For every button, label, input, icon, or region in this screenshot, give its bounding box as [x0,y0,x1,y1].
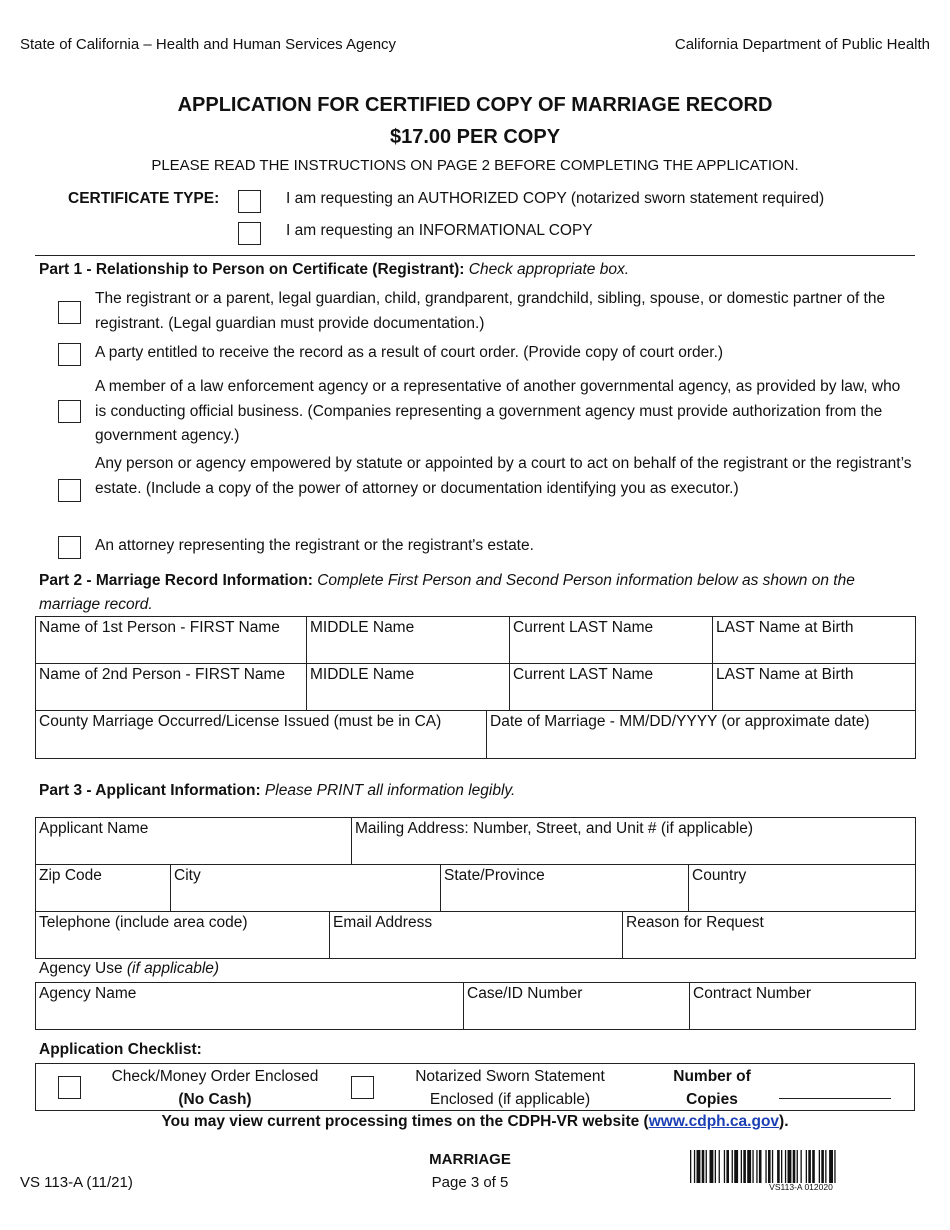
part3-heading [39,782,515,800]
first-person-middle-name-field[interactable]: MIDDLE Name [307,617,510,664]
mailing-address-field[interactable]: Mailing Address: Number, Street, and Unit # (if applicable) [352,818,916,865]
sworn-statement-note: Enclosed (if applicable) [429,1091,591,1108]
cdph-website-link[interactable]: www.cdph.ca.gov [648,1113,780,1130]
applicant-table-row1 [35,817,916,865]
case-id-field[interactable]: Case/ID Number [464,983,690,1030]
relationship-attorney-checkbox[interactable] [58,536,81,559]
payment-enclosed-checkbox[interactable] [58,1076,81,1099]
relationship-law-enforcement-label: A member of a law enforcement agency or a representative of another governmental agency, as provided by law, who is conducting official business. (Companies representing a government agency must provide authorization from the government agency.) [95,378,901,444]
header-department: California Department of Public Health [674,36,930,53]
relationship-empowered-agent-checkbox[interactable] [58,479,81,502]
sworn-statement-label [390,1065,630,1111]
contract-number-field[interactable]: Contract Number [690,983,916,1030]
country-field[interactable]: Country [689,865,916,912]
marriage-date-field[interactable]: Date of Marriage - MM/DD/YYYY (or approximate date) [487,711,916,759]
authorized-copy-label: I am requesting an AUTHORIZED COPY (notarized sworn statement required) [286,190,825,207]
first-person-current-last-name-field[interactable]: Current LAST Name [510,617,713,664]
informational-copy-checkbox[interactable] [238,222,261,245]
instructions-note: PLEASE READ THE INSTRUCTIONS ON PAGE 2 BEFORE COMPLETING THE APPLICATION. [151,157,799,174]
relationship-registrant-family-label: The registrant or a parent, legal guardian, child, grandparent, grandchild, sibling, spouse, or domestic partner of the registrant. (Legal guardian must provide documentation.) [95,290,886,332]
applicant-table-row3 [35,911,916,959]
footer-page-number: Page 3 of 5 [431,1174,509,1191]
telephone-field[interactable]: Telephone (include area code) [36,912,330,959]
relationship-law-enforcement-checkbox[interactable] [58,400,81,423]
reason-for-request-field[interactable]: Reason for Request [623,912,916,959]
relationship-empowered-agent-label: Any person or agency empowered by statute or appointed by a court to act on behalf of the registrant or the registrant’s estate. (Include a copy of the power of attorney or documentation identifying you as executor.) [95,455,912,497]
barcode-caption: VS113-A 012020 [769,1182,833,1192]
payment-enclosed-text: Check/Money Order Enclosed [111,1068,319,1085]
second-person-middle-name-field[interactable]: MIDDLE Name [307,664,510,711]
part1-hint: Check appropriate box. [468,261,630,278]
email-field[interactable]: Email Address [330,912,623,959]
number-of-copies-line2: Copies [686,1091,738,1108]
zip-code-field[interactable]: Zip Code [36,865,171,912]
footer-section: MARRIAGE [429,1151,511,1168]
sworn-statement-text: Notarized Sworn Statement [415,1068,605,1085]
relationship-court-order-checkbox[interactable] [58,343,81,366]
agency-table [35,982,916,1030]
number-of-copies-label [650,1065,774,1111]
marriage-record-table [35,616,916,711]
number-of-copies-field[interactable] [779,1097,891,1099]
barcode-image [688,1150,914,1183]
relationship-registrant-family-checkbox[interactable] [58,301,81,324]
applicant-name-field[interactable]: Applicant Name [36,818,352,865]
number-of-copies-line1: Number of [673,1068,751,1085]
part2-hint: Complete First Person and Second Person information below as shown on the marriage record. [39,572,855,613]
relationship-attorney-label: An attorney representing the registrant or the registrant's estate. [95,537,534,554]
part2-title: Part 2 - Marriage Record Information: [39,572,313,589]
part3-title: Part 3 - Applicant Information: [39,782,261,799]
agency-use-hint: (if applicable) [126,960,220,977]
applicant-table-row2 [35,864,916,912]
agency-use-label: Agency Use [39,960,123,977]
city-field[interactable]: City [171,865,441,912]
price-per-copy: $17.00 PER COPY [389,126,561,148]
second-person-first-name-field[interactable]: Name of 2nd Person - FIRST Name [36,664,307,711]
first-person-birth-last-name-field[interactable]: LAST Name at Birth [713,617,916,664]
informational-copy-label: I am requesting an INFORMATIONAL COPY [286,222,593,239]
payment-enclosed-label [95,1065,335,1111]
processing-times-note [0,1113,950,1131]
sworn-statement-checkbox[interactable] [351,1076,374,1099]
processing-text-before: You may view current processing times on the CDPH-VR website ( [161,1113,649,1130]
checklist-heading: Application Checklist: [39,1041,202,1058]
agency-use-heading [39,960,219,978]
second-person-current-last-name-field[interactable]: Current LAST Name [510,664,713,711]
marriage-county-field[interactable]: County Marriage Occurred/License Issued (must be in CA) [36,711,487,759]
certificate-type-label: CERTIFICATE TYPE: [68,190,220,207]
no-cash-note: (No Cash) [178,1091,252,1108]
part3-hint: Please PRINT all information legibly. [264,782,516,799]
marriage-county-date-table [35,710,916,759]
section-divider [35,255,915,256]
barcode [688,1150,914,1194]
second-person-birth-last-name-field[interactable]: LAST Name at Birth [713,664,916,711]
header-agency: State of California – Health and Human Services Agency [20,36,397,53]
form-id: VS 113-A (11/21) [20,1174,133,1191]
part2-heading [39,569,915,617]
state-province-field[interactable]: State/Province [441,865,689,912]
agency-name-field[interactable]: Agency Name [36,983,464,1030]
form-title: APPLICATION FOR CERTIFIED COPY OF MARRIAGE RECORD [177,94,773,116]
part1-heading [39,261,629,279]
authorized-copy-checkbox[interactable] [238,190,261,213]
part1-title: Part 1 - Relationship to Person on Certificate (Registrant): [39,261,465,278]
first-person-first-name-field[interactable]: Name of 1st Person - FIRST Name [36,617,307,664]
processing-text-after: ). [779,1113,789,1130]
relationship-court-order-label: A party entitled to receive the record as a result of court order. (Provide copy of court order.) [95,344,724,361]
